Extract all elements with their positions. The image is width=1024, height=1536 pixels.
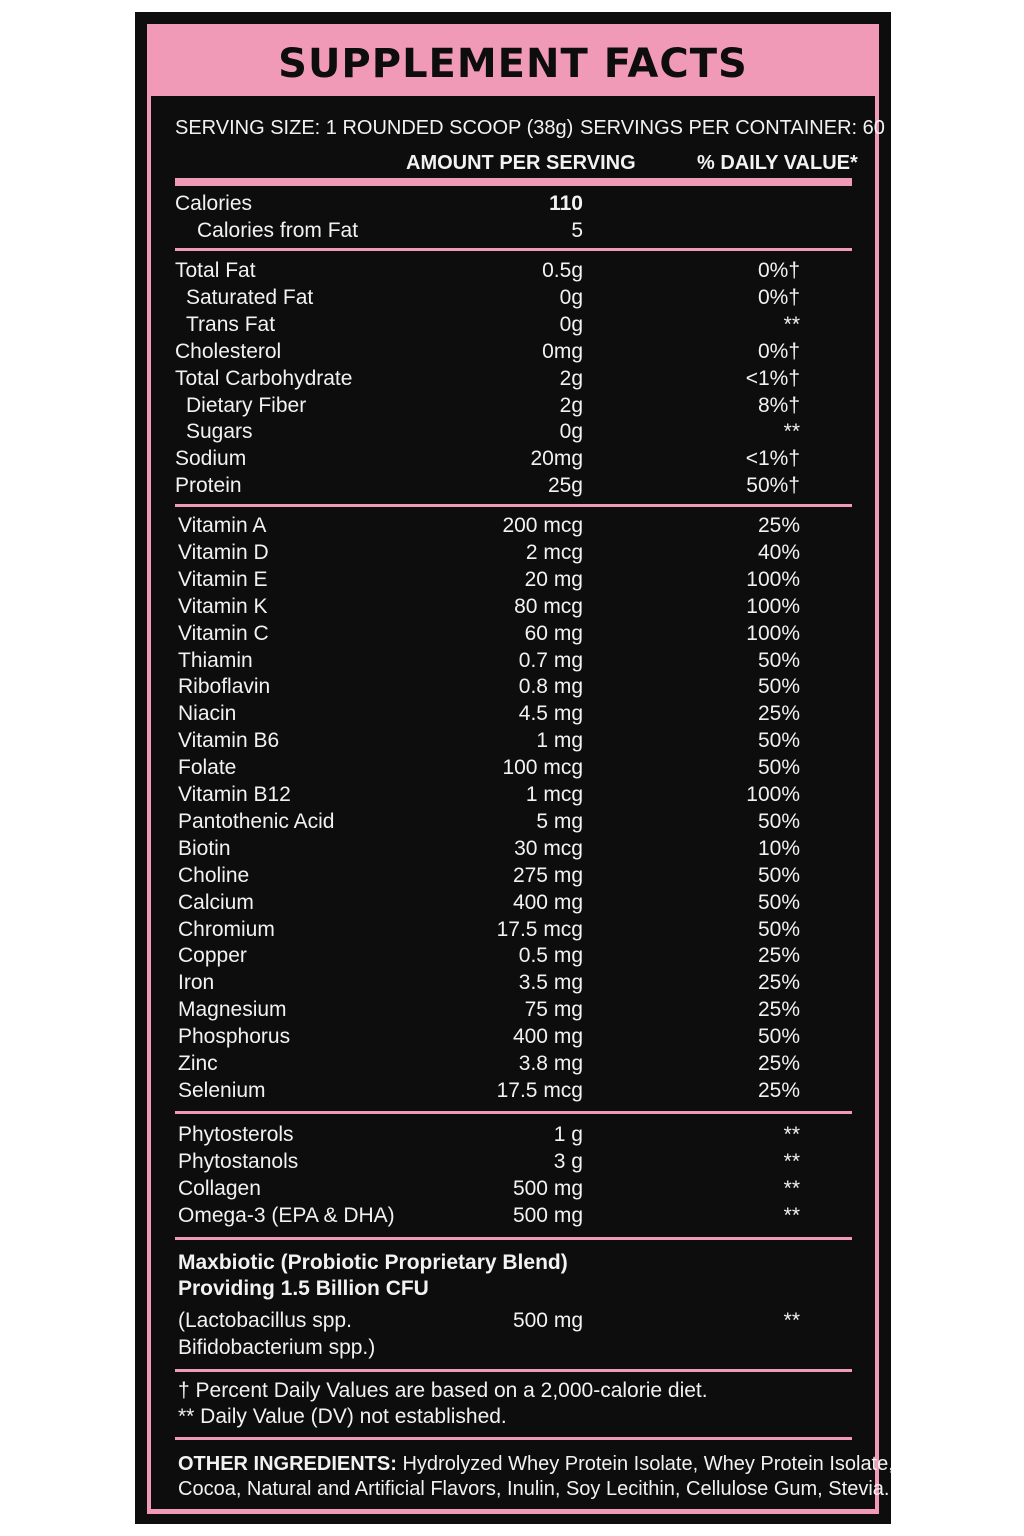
- nutrient-name: Omega-3 (EPA & DHA): [178, 1204, 395, 1227]
- nutrient-daily-value: 0%†: [757, 285, 800, 309]
- nutrient-daily-value: 25%: [757, 1078, 800, 1102]
- label-title: SUPPLEMENT FACTS: [278, 41, 748, 87]
- nutrient-name: Selenium: [178, 1078, 266, 1102]
- nutrient-amount: 5 mg: [536, 809, 583, 833]
- nutrient-daily-value: 50%: [757, 756, 800, 780]
- nutrient-amount: 275 mg: [512, 863, 583, 887]
- nutrient-amount: 2g: [559, 393, 583, 417]
- nutrient-daily-value: **: [783, 1204, 800, 1227]
- nutrient-daily-value: **: [783, 1123, 800, 1146]
- nutrient-name: Phytostanols: [178, 1150, 299, 1173]
- nutrient-amount: 500 mg: [512, 1204, 583, 1227]
- nutrient-daily-value: **: [783, 420, 800, 444]
- nutrient-name: Vitamin B6: [178, 729, 280, 753]
- nutrient-amount: 0.8 mg: [518, 675, 583, 699]
- nutrient-daily-value: <1%†: [745, 366, 800, 390]
- nutrient-amount: 4.5 mg: [518, 702, 583, 726]
- nutrient-name: Phosphorus: [178, 1025, 291, 1049]
- nutrient-daily-value: 50%: [757, 675, 800, 699]
- nutrient-name: Vitamin D: [178, 540, 269, 564]
- nutrient-name: Chromium: [178, 917, 275, 941]
- divider: [175, 1369, 852, 1372]
- nutrient-daily-value: 50%: [757, 863, 800, 887]
- nutrient-name: Sugars: [186, 420, 253, 444]
- nutrient-daily-value: 100%: [746, 594, 800, 618]
- nutrient-amount: 1 mcg: [525, 783, 583, 806]
- nutrient-amount: 1 g: [553, 1123, 583, 1146]
- nutrient-name: Saturated Fat: [186, 285, 314, 309]
- nutrient-amount: 200 mcg: [502, 514, 583, 537]
- nutrient-daily-value: 25%: [757, 971, 800, 995]
- amount-header: AMOUNT PER SERVING: [406, 152, 636, 174]
- nutrient-amount: 0g: [559, 285, 583, 309]
- other-ingredients-label: OTHER INGREDIENTS:: [178, 1453, 397, 1475]
- nutrient-daily-value: 50%: [757, 729, 800, 753]
- nutrient-name: Pantothenic Acid: [178, 809, 335, 833]
- nutrient-name: Thiamin: [178, 648, 253, 672]
- probiotic-amount: 500 mg: [512, 1309, 583, 1332]
- nutrient-name: Total Fat: [175, 259, 256, 282]
- nutrient-amount: 80 mcg: [514, 594, 583, 618]
- nutrient-name: Trans Fat: [186, 312, 276, 336]
- nutrient-daily-value: 8%†: [757, 393, 800, 417]
- nutrient-amount: 0g: [559, 420, 583, 444]
- nutrient-name: Magnesium: [178, 998, 287, 1022]
- nutrient-daily-value: 50%: [757, 809, 800, 833]
- nutrient-amount: 75 mg: [524, 998, 583, 1022]
- nutrient-daily-value: **: [783, 312, 800, 336]
- probiotic-title: Maxbiotic (Probiotic Proprietary Blend): [178, 1251, 568, 1274]
- nutrient-name: Choline: [178, 863, 250, 887]
- nutrient-name: Folate: [178, 756, 237, 780]
- other-ingredients-text: Cocoa, Natural and Artificial Flavors, Inulin, Soy Lecithin, Cellulose Gum, Stevia.: [178, 1478, 890, 1500]
- nutrient-name: Zinc: [178, 1052, 218, 1075]
- nutrient-amount: 0.7 mg: [518, 648, 583, 672]
- probiotic-daily-value: **: [783, 1309, 800, 1332]
- nutrient-daily-value: 25%: [757, 998, 800, 1022]
- nutrient-name: Vitamin E: [178, 567, 268, 591]
- nutrient-amount: 17.5 mcg: [496, 1078, 583, 1102]
- divider: [175, 248, 852, 251]
- probiotic-strain: Bifidobacterium spp.): [178, 1336, 376, 1359]
- nutrient-daily-value: 25%: [757, 514, 800, 537]
- nutrient-name: Calories: [175, 192, 253, 215]
- nutrient-daily-value: 10%: [757, 836, 800, 860]
- footnote-not-established: ** Daily Value (DV) not established.: [178, 1405, 507, 1428]
- nutrient-name: Cholesterol: [175, 339, 282, 363]
- nutrient-name: Calories from Fat: [197, 219, 359, 242]
- nutrient-daily-value: **: [783, 1177, 800, 1200]
- nutrient-daily-value: 25%: [757, 944, 800, 968]
- nutrient-amount: 3.5 mg: [518, 971, 583, 995]
- divider: [175, 504, 852, 507]
- nutrient-amount: 2 mcg: [525, 540, 583, 564]
- nutrient-daily-value: 50%†: [746, 474, 800, 498]
- nutrient-name: Dietary Fiber: [186, 393, 307, 417]
- probiotic-cfu: Providing 1.5 Billion CFU: [178, 1277, 429, 1300]
- footnote-daily-value: † Percent Daily Values are based on a 2,000-calorie diet.: [178, 1379, 708, 1402]
- nutrient-daily-value: **: [783, 1150, 800, 1173]
- nutrient-amount: 400 mg: [512, 890, 583, 914]
- nutrient-name: Protein: [175, 474, 242, 498]
- divider: [175, 1437, 852, 1440]
- nutrient-daily-value: 100%: [746, 783, 800, 806]
- nutrient-daily-value: <1%†: [745, 447, 800, 471]
- nutrient-amount: 20 mg: [524, 567, 583, 591]
- nutrient-amount: 110: [549, 192, 583, 215]
- nutrient-daily-value: 50%: [757, 648, 800, 672]
- nutrient-daily-value: 0%†: [757, 339, 800, 363]
- nutrient-amount: 1 mg: [536, 729, 583, 753]
- nutrient-amount: 3.8 mg: [518, 1052, 583, 1075]
- nutrient-amount: 5: [571, 219, 583, 242]
- nutrient-name: Vitamin A: [178, 514, 267, 537]
- thick-divider: [175, 178, 852, 186]
- nutrient-amount: 30 mcg: [514, 836, 583, 860]
- servings-per-container: SERVINGS PER CONTAINER: 60: [580, 117, 885, 139]
- nutrient-name: Collagen: [178, 1177, 261, 1200]
- nutrient-amount: 60 mg: [524, 621, 583, 645]
- nutrient-amount: 0.5g: [542, 259, 583, 282]
- nutrient-name: Vitamin C: [178, 621, 269, 645]
- divider: [175, 1237, 852, 1240]
- divider: [175, 1111, 852, 1114]
- nutrient-amount: 25g: [547, 474, 583, 498]
- probiotic-strain: (Lactobacillus spp.: [178, 1309, 352, 1332]
- nutrient-name: Phytosterols: [178, 1123, 294, 1146]
- nutrient-name: Niacin: [178, 702, 237, 726]
- nutrient-amount: 3 g: [553, 1150, 583, 1173]
- nutrient-name: Total Carbohydrate: [175, 366, 353, 390]
- nutrient-name: Riboflavin: [178, 675, 271, 699]
- nutrient-amount: 2g: [559, 366, 583, 390]
- daily-value-header: % DAILY VALUE*: [697, 152, 858, 174]
- nutrient-amount: 0mg: [542, 339, 583, 363]
- nutrient-name: Vitamin K: [178, 594, 268, 618]
- nutrient-daily-value: 100%: [746, 621, 800, 645]
- nutrient-daily-value: 50%: [757, 1025, 800, 1049]
- other-ingredients: [178, 1451, 894, 1477]
- nutrient-amount: 17.5 mcg: [496, 917, 583, 941]
- nutrient-daily-value: 0%†: [757, 259, 800, 282]
- nutrient-name: Calcium: [178, 890, 254, 914]
- nutrient-name: Copper: [178, 944, 247, 968]
- nutrient-daily-value: 40%: [757, 540, 800, 564]
- nutrient-name: Vitamin B12: [178, 783, 291, 806]
- nutrient-name: Iron: [178, 971, 215, 995]
- nutrient-amount: 500 mg: [512, 1177, 583, 1200]
- nutrient-daily-value: 50%: [757, 890, 800, 914]
- nutrient-daily-value: 50%: [757, 917, 800, 941]
- nutrient-daily-value: 100%: [746, 567, 800, 591]
- nutrient-amount: 400 mg: [512, 1025, 583, 1049]
- nutrient-amount: 0g: [559, 312, 583, 336]
- serving-size: SERVING SIZE: 1 ROUNDED SCOOP (38g): [175, 117, 574, 139]
- other-ingredients-text: Hydrolyzed Whey Protein Isolate, Whey Protein Isolate,: [402, 1453, 894, 1475]
- nutrient-amount: 100 mcg: [502, 756, 583, 780]
- nutrient-name: Sodium: [175, 447, 247, 471]
- nutrient-amount: 20mg: [530, 447, 583, 471]
- nutrient-name: Biotin: [178, 836, 231, 860]
- nutrient-amount: 0.5 mg: [518, 944, 583, 968]
- nutrient-daily-value: 25%: [757, 1052, 800, 1075]
- nutrient-daily-value: 25%: [757, 702, 800, 726]
